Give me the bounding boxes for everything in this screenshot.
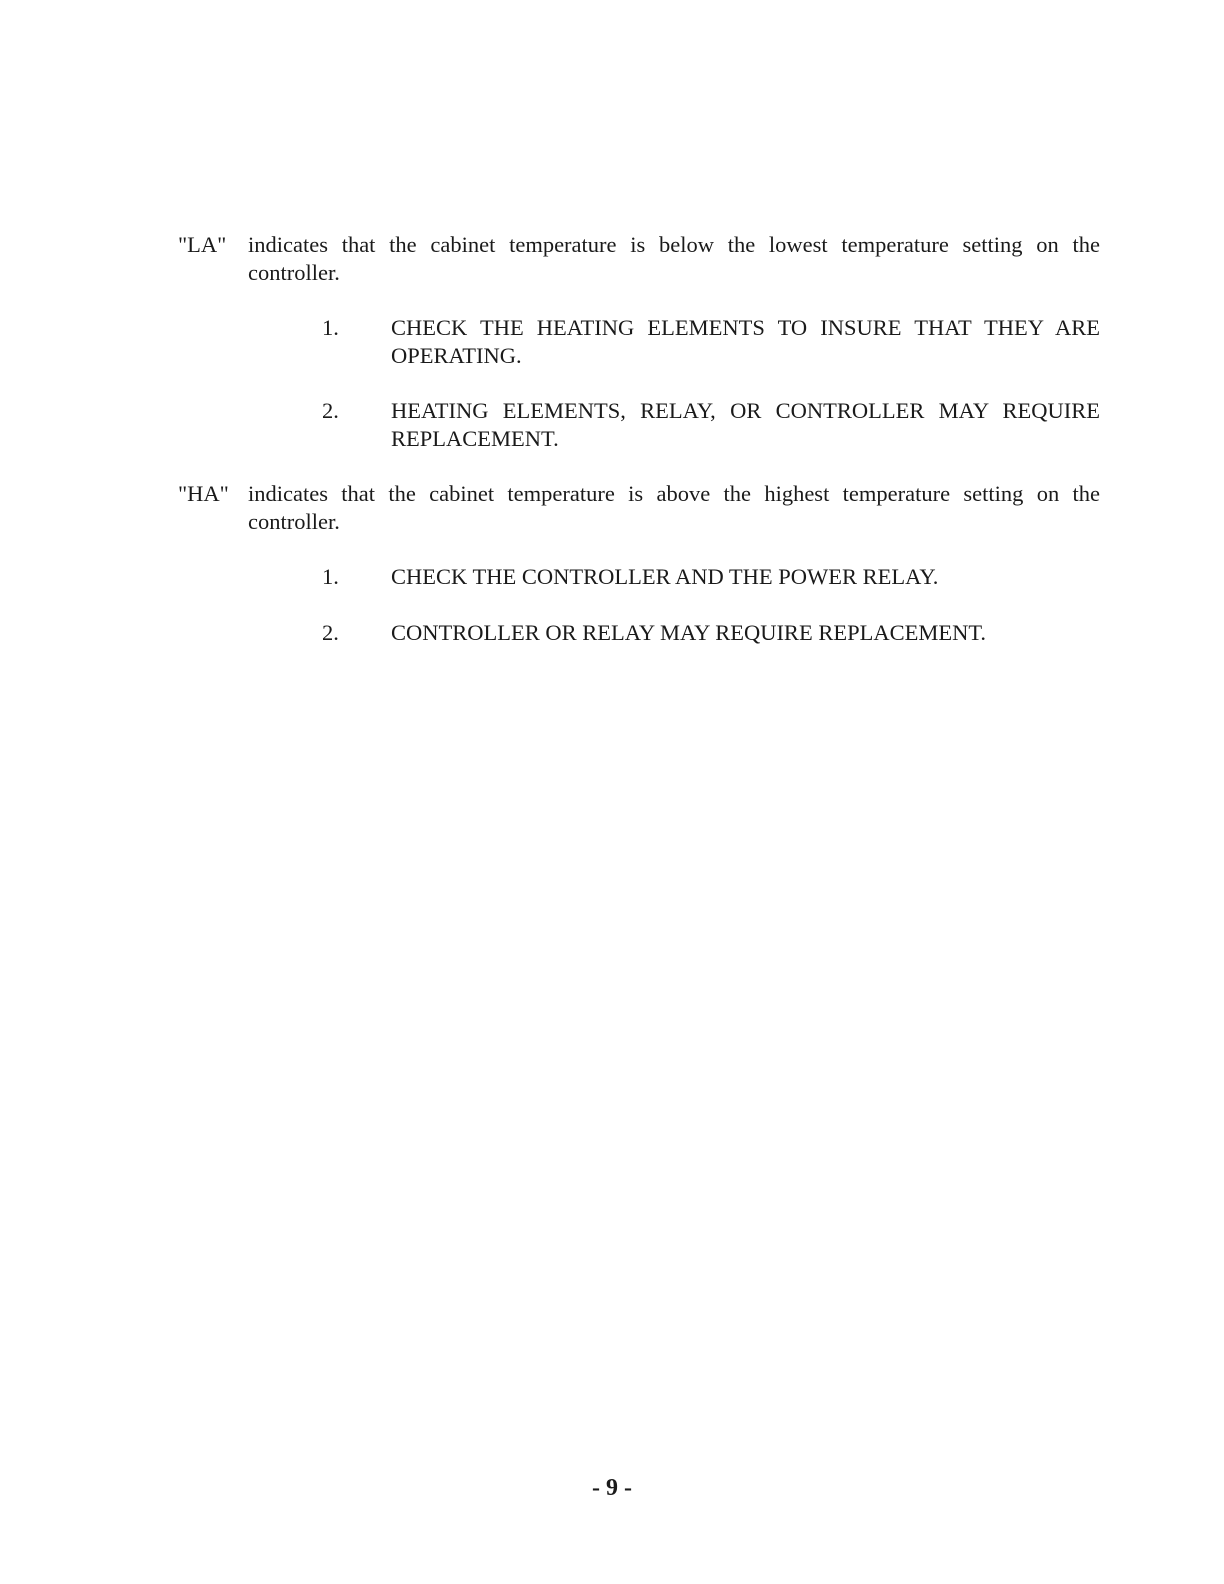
step-number: 2. bbox=[322, 398, 339, 423]
step-number: 1. bbox=[322, 564, 339, 589]
alarm-description: indicates that the cabinet temperature is above the highest temperature setting on the controller. bbox=[248, 481, 1100, 534]
alarm-code: "LA" bbox=[178, 232, 227, 257]
step-number: 2. bbox=[322, 620, 339, 645]
step-text: HEATING ELEMENTS, RELAY, OR CONTROLLER MAY REQUIRE REPLACEMENT. bbox=[391, 398, 1100, 451]
step-text: CHECK THE CONTROLLER AND THE POWER RELAY. bbox=[391, 564, 939, 589]
alarm-description: indicates that the cabinet temperature is below the lowest temperature setting on the controller. bbox=[248, 232, 1100, 285]
step-number: 1. bbox=[322, 315, 339, 340]
alarm-la-steps bbox=[322, 314, 1100, 370]
alarm-ha-steps-2 bbox=[322, 619, 1100, 647]
step-text: CONTROLLER OR RELAY MAY REQUIRE REPLACEMENT. bbox=[391, 620, 987, 645]
alarm-la bbox=[178, 231, 1100, 287]
alarm-ha-steps bbox=[322, 563, 1100, 591]
alarm-la-line bbox=[178, 231, 1100, 287]
step-item bbox=[322, 397, 1100, 453]
alarm-la-steps-2 bbox=[322, 397, 1100, 453]
step-item bbox=[322, 563, 1100, 591]
step-text: CHECK THE HEATING ELEMENTS TO INSURE THAT THEY ARE OPERATING. bbox=[391, 315, 1100, 368]
step-item bbox=[322, 619, 1100, 647]
alarm-ha bbox=[178, 480, 1100, 536]
alarm-code: "HA" bbox=[178, 481, 229, 506]
step-item bbox=[322, 314, 1100, 370]
alarm-ha-line bbox=[178, 480, 1100, 536]
page-number: - 9 - bbox=[592, 1475, 632, 1501]
